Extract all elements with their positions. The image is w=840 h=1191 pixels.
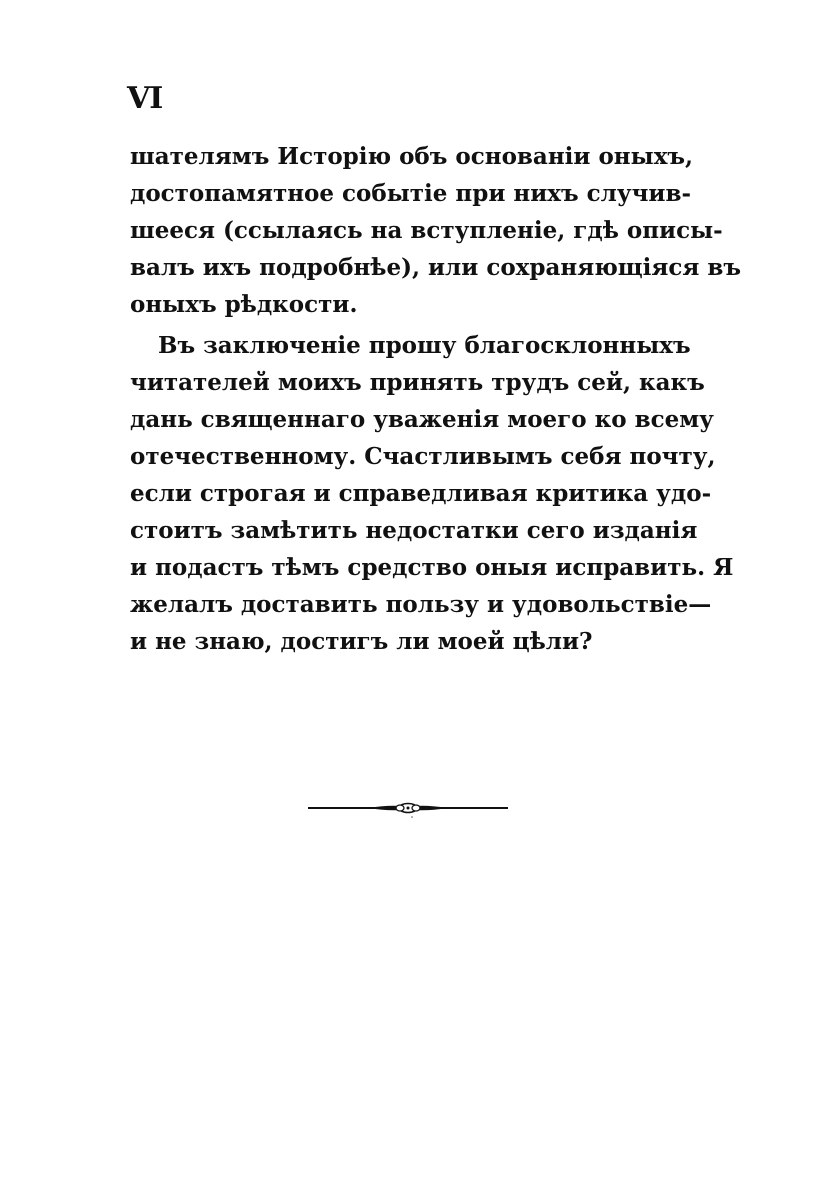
page-number: VI [127,81,163,116]
text-line: оныхъ рѣдкости. [130,291,358,318]
tailpiece-ornament-icon [308,796,508,820]
text-line: если строгая и справедливая критика удо- [130,480,712,507]
text-line: отечественному. Счастливымъ себя почту, [130,443,716,470]
text-line: дань священнаго уваженія моего ко всему [130,406,714,433]
text-line: и не знаю, достигъ ли моей цѣли? [130,628,593,655]
text-line: стоитъ замѣтить недостатки сего изданія [130,517,698,544]
text-line: шееся (ссылаясь на вступленіе, гдѣ описы- [130,217,723,244]
text-line: достопамятное событіе при нихъ случив- [130,180,692,207]
text-line: Въ заключеніе прошу благосклонныхъ [158,332,691,359]
text-line: и подастъ тѣмъ средство оныя исправить. Я [130,554,734,581]
text-line: читателей моихъ принять трудъ сей, какъ [130,369,705,396]
text-line: валъ ихъ подробнѣе), или сохраняющіяся въ [130,254,742,281]
text-line: желалъ доставить пользу и удовольствіе— [130,591,712,618]
body-text [130,138,742,660]
paragraph-2 [130,327,734,660]
paragraph-1 [130,138,742,323]
text-line: шателямъ Исторію объ основаніи оныхъ, [130,143,694,170]
